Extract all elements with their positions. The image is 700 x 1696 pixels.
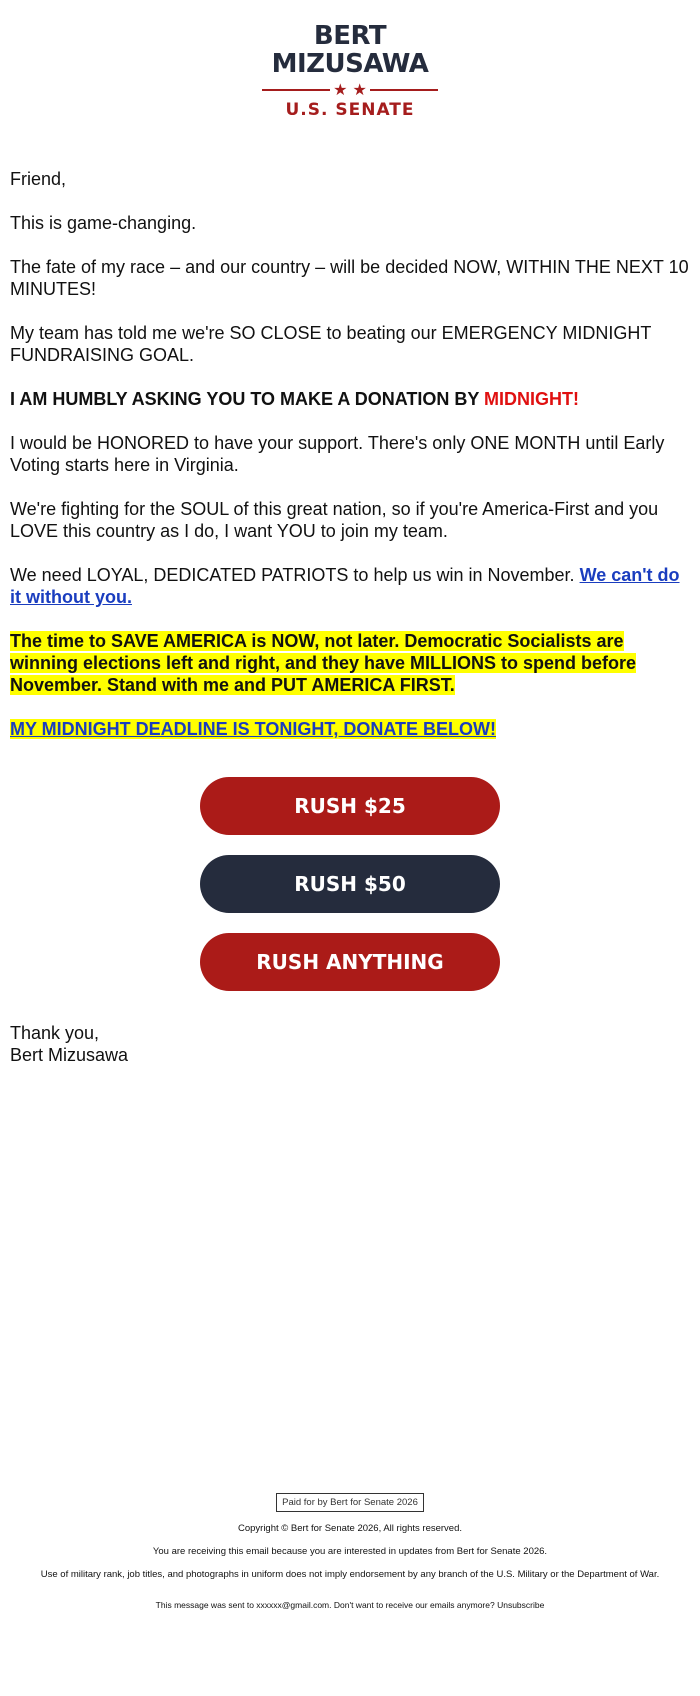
deadline-link[interactable]: MY MIDNIGHT DEADLINE IS TONIGHT, DONATE BELOW! (10, 719, 496, 739)
signoff (10, 1022, 128, 1066)
rush-anything-button[interactable]: RUSH ANYTHING (200, 933, 500, 991)
sent-to-label: This message was sent to xxxxxx@gmail.com. Don't want to receive our emails anymore? (155, 1600, 498, 1610)
deadline-highlight (10, 719, 496, 739)
patriots-text: We need LOYAL, DEDICATED PATRIOTS to help us win in November. (10, 565, 580, 585)
paragraph-2: The fate of my race – and our country – will be decided NOW, WITHIN THE NEXT 10 MINUTES! (10, 257, 689, 299)
paragraph-1: This is game-changing. (10, 213, 197, 233)
cant-do-it-link[interactable]: We can't do it without you. (10, 565, 680, 607)
logo-subtitle: U.S. SENATE (285, 100, 415, 120)
midnight-text: MIDNIGHT! (484, 389, 580, 409)
campaign-logo (0, 22, 700, 120)
logo-rule-right (370, 89, 438, 91)
unsubscribe-link[interactable]: Unsubscribe (497, 1600, 545, 1610)
sent-to-text (0, 1600, 700, 1610)
receiving-text: You are receiving this email because you are interested in updates from Bert for Senate 2026. (152, 1546, 548, 1557)
email-footer (0, 1493, 700, 1610)
logo-last-name: MIZUSAWA (271, 49, 429, 79)
rush-50-button[interactable]: RUSH $50 (200, 855, 500, 913)
highlight-text: The time to SAVE AMERICA is NOW, not later. Democratic Socialists are winning elections left and right, and they have MILLIONS to spend before November. Stand with me and PUT AMERICA FIRST. (10, 631, 637, 695)
paragraph-6: We're fighting for the SOUL of this great nation, so if you're America-First and you LOVE this country as I do, I want YOU to join my team. (10, 499, 659, 541)
paragraph-5: I would be HONORED to have your support. There's only ONE MONTH until Early Voting starts here in Virginia. (10, 433, 665, 475)
deadline-paragraph (10, 718, 695, 740)
signoff-name: Bert Mizusawa (10, 1045, 129, 1065)
copyright-text: Copyright © Bert for Senate 2026, All rights reserved. (237, 1523, 463, 1534)
highlight-paragraph (10, 630, 695, 696)
email-body (10, 168, 695, 762)
logo-stars-divider (0, 82, 700, 98)
rush-25-button[interactable]: RUSH $25 (200, 777, 500, 835)
signoff-thanks: Thank you, (10, 1023, 100, 1043)
paid-for-box: Paid for by Bert for Senate 2026 (276, 1493, 424, 1512)
logo-first-name: BERT (313, 21, 387, 51)
paragraph-4 (10, 388, 695, 410)
disclaimer-text: Use of military rank, job titles, and photographs in uniform does not imply endorsement by any branch of the U.S. Military or the Department of War. (40, 1569, 660, 1580)
logo-rule-left (262, 89, 330, 91)
stars-icon: ★ ★ (333, 80, 367, 99)
ask-text: I AM HUMBLY ASKING YOU TO MAKE A DONATION BY (10, 389, 485, 409)
greeting: Friend, (10, 169, 67, 189)
paragraph-3: My team has told me we're SO CLOSE to beating our EMERGENCY MIDNIGHT FUNDRAISING GOAL. (10, 323, 651, 365)
paragraph-7 (10, 564, 695, 608)
